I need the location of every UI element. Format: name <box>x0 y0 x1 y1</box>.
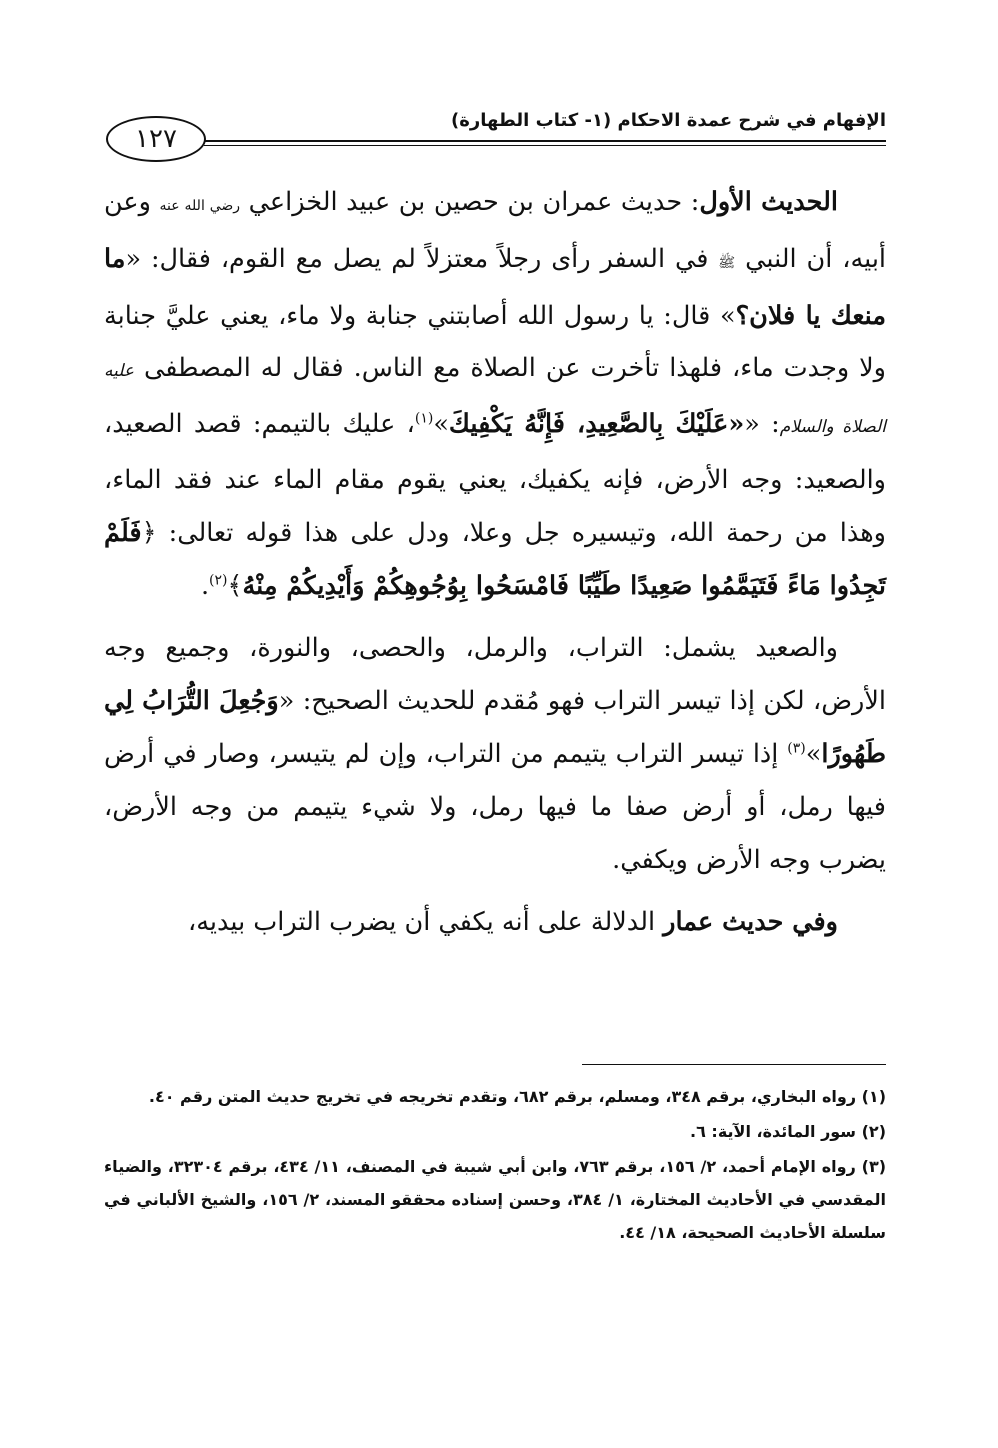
text-run: والصعيد يشمل: التراب، والرمل، والحصى، والنورة، وجميع وجه الأرض، لكن إذا تيسر التراب فهو مُقدم للحديث الصحيح: « <box>104 633 886 717</box>
header-rule <box>204 140 886 142</box>
text-run: إذا تيسر التراب يتيمم من التراب، وإن لم يتيسر، وصار في أرض فيها رمل، أو أرض صفا ما فيها رمل، ولا شيء يتيمم من وجه الأرض، يضرب وجه الأرض ويكفي. <box>104 738 886 875</box>
text-run: » قال: يا رسول الله أصابتني جنابة ولا ماء، يعني عليَّ جنابة ولا وجدت ماء، فلهذا تأخرت عن الصلاة مع الناس. فقال له المصطفى <box>104 300 886 384</box>
hadith-quote: ما منعك يا فلان؟ <box>104 243 886 331</box>
text-run: ﴾ <box>227 570 243 601</box>
text-run: وعن أبيه، أن النبي <box>104 187 887 274</box>
running-title: الإفهام في شرح عمدة الاحكام (١- كتاب الطهارة) <box>451 110 886 131</box>
hadith-quote: «عَلَيْكَ بِالصَّعِيدِ، فَإِنَّهُ يَكْفِيكَ <box>448 409 745 440</box>
text-run: ، عليك بالتيمم: قصد الصعيد، والصعيد: وجه الأرض، فإنه يكفيك، يعني يقوم مقام الماء عند فقد الماء، وهذا من رحمة الله، وتيسيره جل وعلا، ودل على هذا قوله تعالى: ﴿ <box>104 409 886 548</box>
honorific-radiya: رضي الله عنه <box>159 198 241 214</box>
quran-verse: فَلَمْ تَجِدُوا مَاءً فَتَيَمَّمُوا صَعِيدًا طَيِّبًا فَامْسَحُوا بِوُجُوهِكُمْ وَأَيْدِيكُمْ مِنْهُ <box>104 517 886 601</box>
footnote-2: (٢) سور المائدة، الآية: ٦. <box>690 1122 886 1141</box>
paragraph-2 <box>104 622 886 886</box>
footnote-ref-3: (٣) <box>787 740 806 757</box>
footnote-ref-1: (١) <box>414 410 434 427</box>
hadith-heading: الحديث الأول <box>699 187 838 217</box>
header-rule-thin <box>204 145 886 146</box>
text-run: » <box>805 738 822 769</box>
honorific-salla: ﷺ <box>718 254 736 271</box>
paragraph-1 <box>104 176 886 612</box>
footnote-separator <box>582 1064 886 1065</box>
text-run: في السفر رأى رجلاً معتزلاً لم يصل مع القوم، فقال: « <box>125 243 719 274</box>
honorific-alayhi: عليه الصلاة والسلام <box>104 361 886 438</box>
text-run: » <box>433 409 449 440</box>
text-run: الدلالة على أنه يكفي أن يضرب التراب بيديه، <box>188 907 664 938</box>
footnotes <box>104 1080 886 1249</box>
page-header <box>104 104 886 164</box>
bold-phrase: وفي حديث عمار <box>663 907 838 938</box>
text-run: : « <box>744 409 780 440</box>
footnote-ref-2: (٢) <box>209 572 228 589</box>
main-text <box>104 176 886 949</box>
hadith-quote: وَجُعِلَ التُّرَابُ لِي طَهُورًا <box>104 686 886 769</box>
paragraph-3 <box>104 896 886 949</box>
text-run: . <box>200 570 210 601</box>
text-run: : حديث عمران بن حصين بن عبيد الخزاعي <box>240 187 700 217</box>
footnote-1: (١) رواه البخاري، برقم ٣٤٨، ومسلم، برقم ٦٨٢، وتقدم تخريجه في تخريج حديث المتن رقم ٤٠. <box>148 1087 886 1106</box>
footnote-3: (٣) رواه الإمام أحمد، ٢/ ١٥٦، برقم ٧٦٣، وابن أبي شيبة في المصنف، ١١/ ٤٣٤، برقم ٣٢٣٠٤، والضياء المقدسي في الأحاديث المختارة، ١/ ٣٨٤، وحسن إسناده محققو المسند، ٢/ ١٥٦، والشيخ الألباني في سلسلة الأحاديث الصحيحة، ١٨/ ٤٤. <box>104 1157 887 1242</box>
page-number: ١٢٧ <box>106 116 206 162</box>
